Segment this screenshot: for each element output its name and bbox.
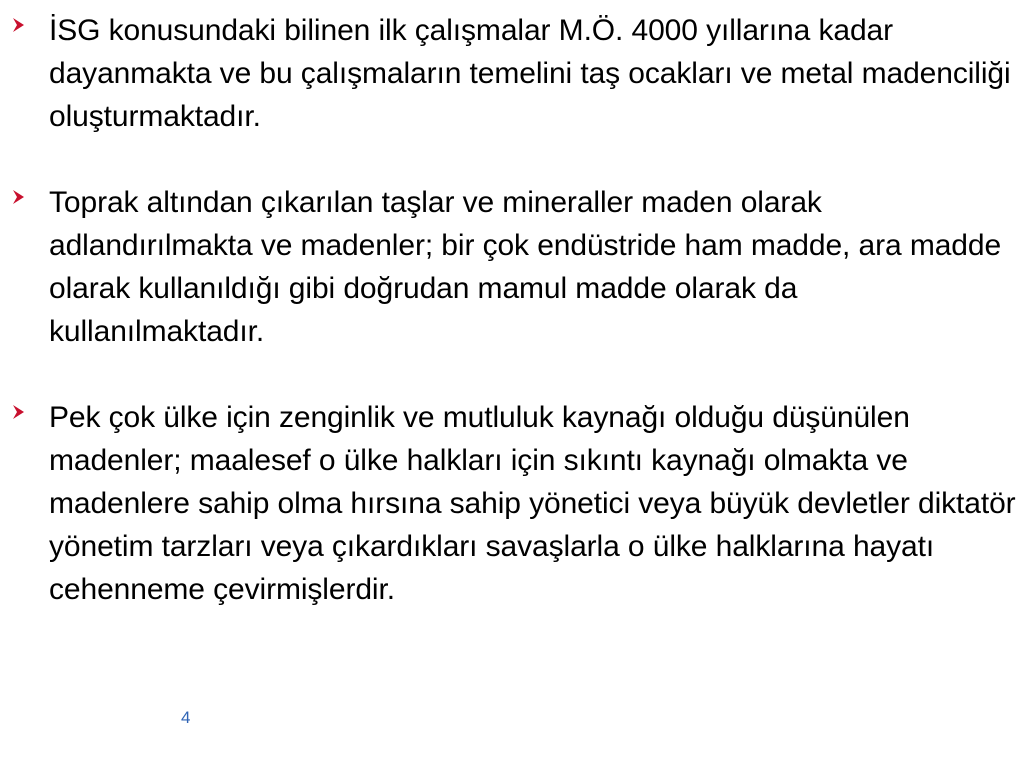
page-number: 4 [181,708,191,727]
bullet-text-2: Toprak altından çıkarılan taşlar ve mineraller maden olarak adlandırılmakta ve madenler; bir çok endüstride ham madde, ara madde olarak kullanıldığı gibi doğrudan mamul madde olarak da kullanılmaktadır. [49,186,1002,348]
chevron-right-icon [12,181,49,205]
bullet-text-3: Pek çok ülke için zenginlik ve mutluluk kaynağı olduğu düşünülen madenler; maalesef o ülke halkları için sıkıntı kaynağı olmakta ve madenlere sahip olma hırsına sahip yönetici veya büyük devletler diktatör yönetim tarzları veya çıkardıkları savaşlarla o ülke halklarına hayatı cehenneme çevirmişlerdir. [49,401,1016,606]
bullet-item-1 [12,9,1018,138]
bullet-item-3 [12,396,1018,611]
chevron-right-icon [12,9,49,33]
bullet-text-1: İSG konusundaki bilinen ilk çalışmalar M.Ö. 4000 yıllarına kadar dayanmakta ve bu çalışmaların temelini taş ocakları ve metal madenciliği oluşturmaktadır. [49,14,1011,133]
chevron-right-icon [12,396,49,420]
bullet-item-2 [12,181,1018,353]
bullet-list [12,9,1018,611]
